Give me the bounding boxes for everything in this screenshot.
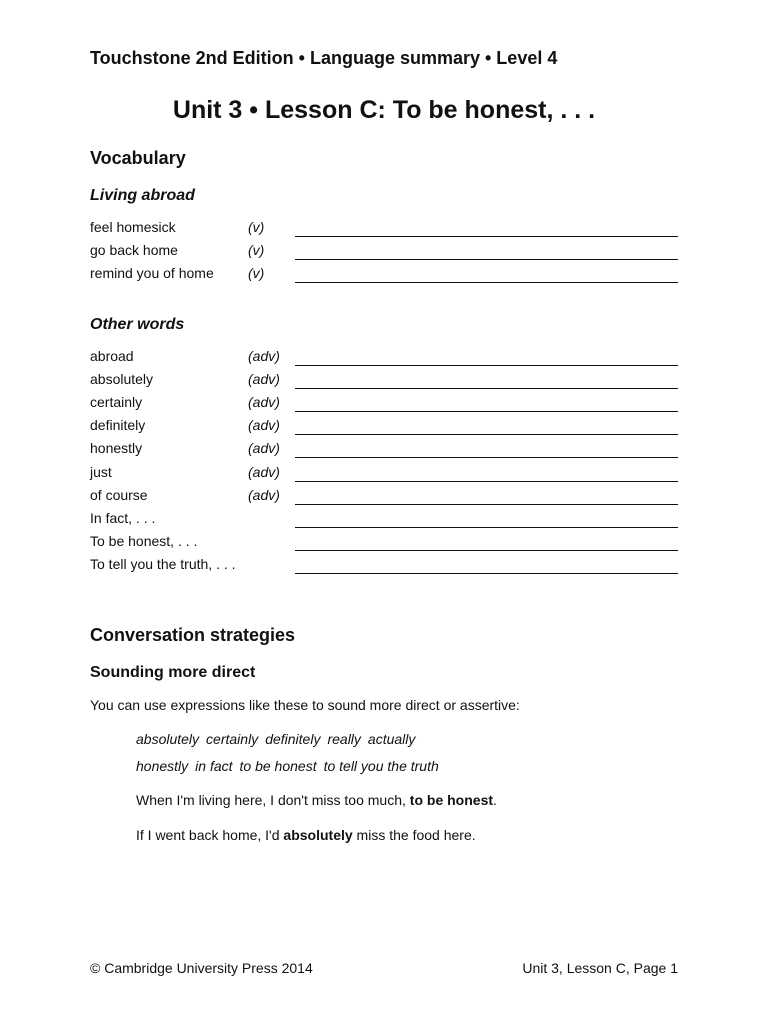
part-of-speech: (adv) xyxy=(248,440,280,457)
part-of-speech: (adv) xyxy=(248,417,280,434)
expression: really xyxy=(327,731,361,747)
vocab-term: honestly xyxy=(90,440,143,457)
vocab-term: of course xyxy=(90,486,148,503)
answer-line[interactable] xyxy=(295,365,678,366)
vocab-term: feel homesick xyxy=(90,219,176,235)
vocab-row xyxy=(0,464,768,487)
expression: in fact xyxy=(195,758,233,774)
expression: definitely xyxy=(265,731,321,747)
answer-line[interactable] xyxy=(295,481,678,482)
intro-text: You can use expressions like these to sound more direct or assertive: xyxy=(90,697,520,713)
vocab-term: definitely xyxy=(90,417,146,434)
answer-line[interactable] xyxy=(295,388,678,389)
example-1-bold: to be honest xyxy=(409,792,494,808)
part-of-speech: (adv) xyxy=(248,394,280,411)
vocab-term: In fact, . . . xyxy=(90,509,156,526)
expression: honestly xyxy=(136,758,189,774)
conversation-strategies-heading: Conversation strategies xyxy=(90,625,296,645)
answer-line[interactable] xyxy=(295,434,678,435)
vocab-term: absolutely xyxy=(90,371,154,388)
answer-line[interactable] xyxy=(295,573,678,574)
vocab-row xyxy=(0,556,768,579)
vocab-row xyxy=(0,348,768,371)
vocab-term: abroad xyxy=(90,348,134,364)
expression: to tell you the truth xyxy=(323,758,439,774)
vocab-row xyxy=(0,440,768,463)
answer-line[interactable] xyxy=(295,457,678,458)
vocab-term: To be honest, . . . xyxy=(90,532,198,549)
vocab-term: just xyxy=(90,463,112,480)
example-sentence-2 xyxy=(136,827,476,843)
vocab-row xyxy=(0,487,768,510)
vocab-term: go back home xyxy=(90,242,178,258)
answer-line[interactable] xyxy=(295,236,678,237)
vocab-term: remind you of home xyxy=(90,265,214,281)
vocab-row xyxy=(0,510,768,533)
footer-page-number: Unit 3, Lesson C, Page 1 xyxy=(522,960,678,976)
example-2-before: If I went back home, I'd xyxy=(136,827,284,843)
vocab-row xyxy=(0,265,768,288)
part-of-speech: (adv) xyxy=(248,463,280,480)
vocab-row xyxy=(0,219,768,242)
example-1-after: . xyxy=(493,792,497,808)
expression: absolutely xyxy=(136,731,200,747)
answer-line[interactable] xyxy=(295,527,678,528)
part-of-speech: (adv) xyxy=(248,486,280,503)
answer-line[interactable] xyxy=(295,550,678,551)
vocab-row xyxy=(0,371,768,394)
expressions-line-2 xyxy=(136,758,446,774)
part-of-speech: (v) xyxy=(248,242,265,258)
answer-line[interactable] xyxy=(295,411,678,412)
vocab-term: To tell you the truth, . . . xyxy=(90,555,236,572)
expression: actually xyxy=(367,731,416,747)
living-abroad-heading: Living abroad xyxy=(90,187,195,204)
part-of-speech: (adv) xyxy=(248,371,280,388)
part-of-speech: (adv) xyxy=(248,348,280,364)
part-of-speech: (v) xyxy=(248,219,265,235)
example-2-after: miss the food here. xyxy=(352,827,476,843)
other-words-heading: Other words xyxy=(90,316,185,333)
sounding-more-direct-heading: Sounding more direct xyxy=(90,664,256,681)
expressions-line-1 xyxy=(136,731,422,747)
expression: certainly xyxy=(206,731,259,747)
page-title: Unit 3 • Lesson C: To be honest, . . . xyxy=(172,96,596,124)
vocab-row xyxy=(0,417,768,440)
vocab-row xyxy=(0,242,768,265)
answer-line[interactable] xyxy=(295,282,678,283)
footer-copyright: © Cambridge University Press 2014 xyxy=(90,960,313,976)
part-of-speech: (v) xyxy=(248,265,265,281)
expression: to be honest xyxy=(239,758,317,774)
answer-line[interactable] xyxy=(295,259,678,260)
vocabulary-heading: Vocabulary xyxy=(90,148,186,168)
vocab-row xyxy=(0,533,768,556)
series-title: Touchstone 2nd Edition • Language summary • Level 4 xyxy=(90,48,558,68)
answer-line[interactable] xyxy=(295,504,678,505)
example-2-bold: absolutely xyxy=(283,827,353,843)
example-1-before: When I'm living here, I don't miss too much, xyxy=(136,792,410,808)
vocab-term: certainly xyxy=(90,394,143,411)
vocab-row xyxy=(0,394,768,417)
example-sentence-1 xyxy=(136,792,497,808)
